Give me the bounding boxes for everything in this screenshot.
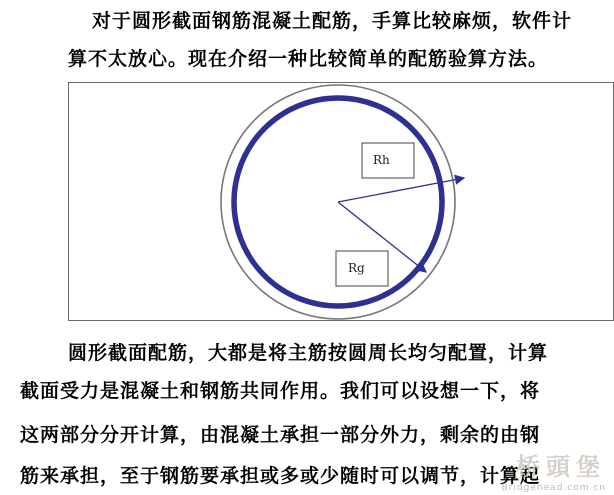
paragraph-intro-line-2: 算不太放心。现在介绍一种比较简单的配筋验算方法。 (68, 48, 549, 70)
paragraph-method-line-4: 筋来承担，至于钢筋要承担或多或少随时可以调节，计算起 (20, 465, 541, 487)
circular-section-diagram (69, 83, 614, 322)
watermark-chinese: 桥頭堡 (516, 452, 606, 481)
outer-radius-line (338, 178, 464, 202)
circular-section-figure (68, 82, 614, 321)
watermark (488, 447, 608, 495)
watermark-site: Bridgehead.com.cn (501, 483, 606, 493)
paragraph-method-line-3: 这两部分分开计算，由混凝土承担一部分外力，剩余的由钢 (20, 424, 541, 446)
rg-label: Rg (348, 261, 365, 275)
paragraph-method-line-2: 截面受力是混凝土和钢筋共同作用。我们可以设想一下，将 (20, 380, 541, 402)
paragraph-intro-line-1: 对于圆形截面钢筋混凝土配筋，手算比较麻烦，软件计 (92, 10, 573, 32)
paragraph-method-line-1: 圆形截面配筋，大都是将主筋按圆周长均匀配置，计算 (68, 342, 549, 364)
rh-label: Rh (373, 153, 390, 167)
